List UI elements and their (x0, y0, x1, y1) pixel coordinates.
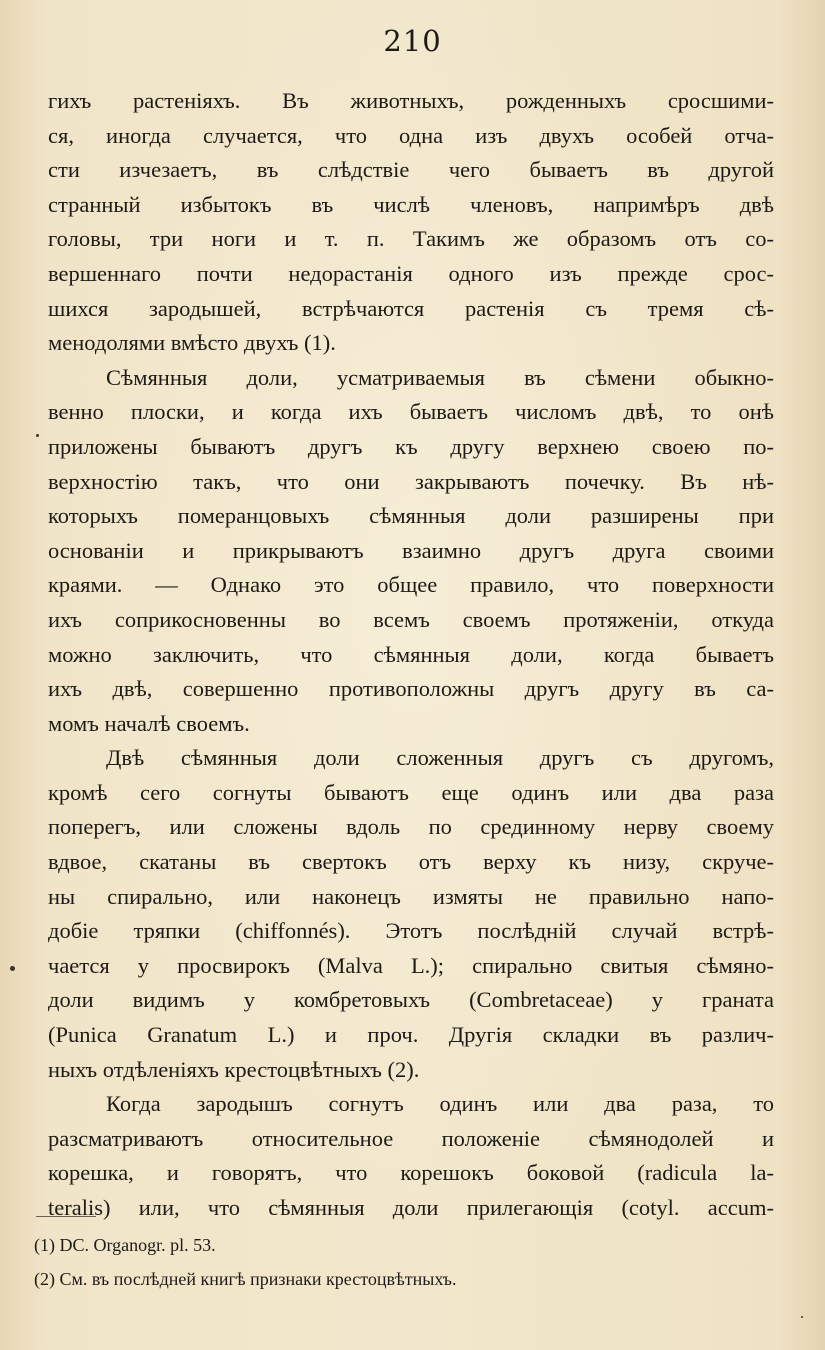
text-line: чается у просвирокъ (Malva L.); спирально свитыя сѣмяно- (48, 952, 774, 978)
text-line: можно заключить, что сѣмянныя доли, когда бываетъ (48, 641, 774, 667)
text-line: ихъ соприкосновенны во всемъ своемъ протяженіи, откуда (48, 606, 774, 632)
text-line: ся, иногда случается, что одна изъ двухъ особей отча- (48, 122, 774, 148)
footnote-divider (36, 1216, 96, 1217)
text-line: основаніи и прикрываютъ взаимно другъ друга своими (48, 537, 774, 563)
text-line: корешка, и говорятъ, что корешокъ боковой (radicula la- (48, 1160, 774, 1186)
text-line: Двѣ сѣмянныя доли сложенныя другъ съ другомъ, (106, 745, 774, 771)
text-line: ныхъ отдѣленіяхъ крестоцвѣтныхъ (2). (48, 1056, 420, 1082)
text-line: венно плоски, и когда ихъ бываетъ числомъ двѣ, то онѣ (48, 399, 774, 425)
text-line: которыхъ померанцовыхъ сѣмянныя доли разширены при (48, 503, 774, 529)
text-line: момъ началѣ своемъ. (48, 710, 250, 736)
text-line: вершеннаго почти недорастанія одного изъ прежде срос- (48, 260, 774, 286)
text-line: разсматриваютъ относительное положеніе сѣмянодолей и (48, 1125, 774, 1151)
text-line: странный избытокъ въ числѣ членовъ, напримѣръ двѣ (48, 191, 774, 217)
text-line: добіе тряпки (chiffonnés). Этотъ послѣдній случай встрѣ- (48, 918, 774, 944)
text-line: гихъ растеніяхъ. Въ животныхъ, рожденныхъ сросшими- (48, 88, 774, 113)
text-line: поперегъ, или сложены вдоль по срединному нерву своему (48, 814, 774, 840)
text-line: (Punica Granatum L.) и проч. Другія складки въ различ- (48, 1022, 774, 1048)
text-line: шихся зародышей, встрѣчаются растенія съ тремя сѣ- (48, 295, 774, 321)
text-line: ихъ двѣ, совершенно противоположны другъ другу въ са- (48, 676, 774, 702)
ink-speck (801, 1316, 803, 1318)
text-line: менодолями вмѣсто двухъ (1). (48, 330, 336, 356)
text-line: вдвое, скатаны въ свертокъ отъ верху къ низу, скруче- (48, 849, 774, 875)
text-line: Когда зародышъ согнутъ одинъ или два раза, то (106, 1091, 774, 1117)
text-line: краями. — Однако это общее правило, что поверхности (48, 572, 774, 598)
text-line: доли видимъ у комбретовыхъ (Combretaceae) у граната (48, 987, 774, 1013)
footnote-1: (1) DC. Organogr. pl. 53. (34, 1235, 216, 1255)
text-line: головы, три ноги и т. п. Такимъ же образомъ отъ со- (48, 226, 774, 252)
text-line: сти изчезаетъ, въ слѣдствіе чего бываетъ въ другой (48, 157, 774, 183)
text-line: ны спирально, или наконецъ измяты не правильно напо- (48, 883, 774, 909)
text-line: кромѣ сего согнуты бываютъ еще одинъ или два раза (48, 779, 774, 805)
footnote-2: (2) См. въ послѣдней книгѣ признаки крестоцвѣтныхъ. (34, 1269, 457, 1289)
text-line: Сѣмянныя доли, усматриваемыя въ сѣмени обыкно- (106, 364, 774, 390)
ink-speck (36, 434, 39, 437)
text-line: teralis) или, что сѣмянныя доли прилегающія (cotyl. accum- (48, 1195, 774, 1220)
page-number: 210 (383, 24, 442, 58)
body-text (48, 84, 774, 1226)
footnotes (34, 1228, 774, 1296)
ink-speck (10, 966, 15, 971)
text-line: верхностію такъ, что они закрываютъ почечку. Въ нѣ- (48, 468, 774, 494)
text-line: приложены бываютъ другъ къ другу верхнею своею по- (48, 433, 774, 459)
